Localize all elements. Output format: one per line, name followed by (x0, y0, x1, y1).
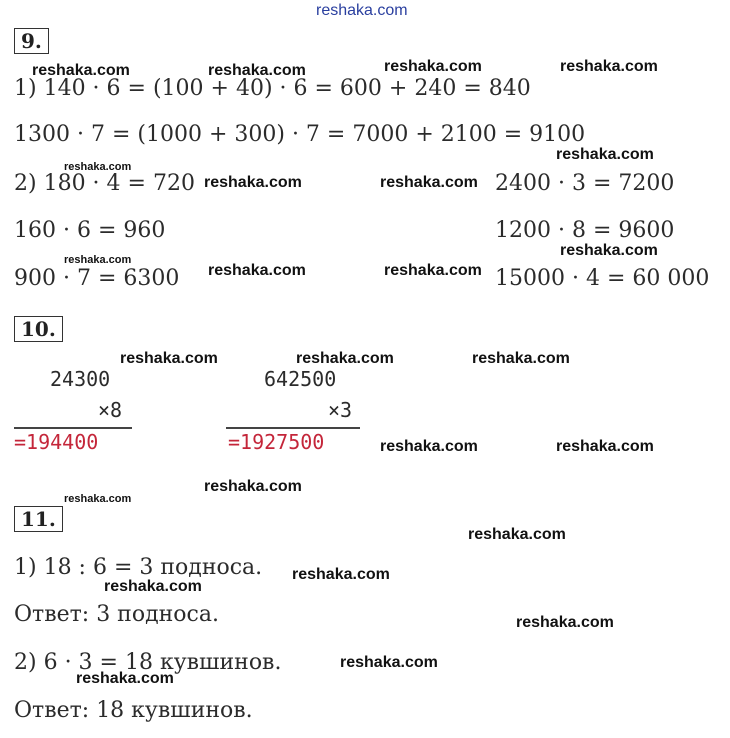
watermark: reshaka.com (560, 242, 658, 259)
task-11-answer-2: Ответ: 18 кувшинов. (14, 698, 253, 723)
watermark: reshaka.com (204, 478, 302, 495)
watermark: reshaka.com (380, 438, 478, 455)
watermark: reshaka.com (204, 174, 302, 191)
watermark: reshaka.com (120, 350, 218, 367)
watermark: reshaka.com (380, 174, 478, 191)
task-9-right-1: 2400 · 3 = 7200 (495, 171, 675, 196)
watermark: reshaka.com (208, 62, 306, 79)
watermark: reshaka.com (516, 614, 614, 631)
mult-1-multiplier: ×8 (98, 398, 123, 422)
task-9-line-2: 1300 · 7 = (1000 + 300) · 7 = 7000 + 2100 = 9100 (14, 122, 586, 147)
watermark: reshaka.com (340, 654, 438, 671)
mult-1-top: 24300 (50, 367, 111, 391)
task-9-left-2: 160 · 6 = 960 (14, 218, 166, 243)
mult-2-top: 642500 (264, 367, 337, 391)
mult-1-result: =194400 (14, 430, 99, 454)
task-10-number: 10. (14, 316, 63, 342)
watermark: reshaka.com (208, 262, 306, 279)
watermark: reshaka.com (64, 493, 132, 505)
watermark: reshaka.com (76, 670, 174, 687)
watermark: reshaka.com (104, 578, 202, 595)
task-11-line-1: 1) 18 : 6 = 3 подноса. (14, 555, 263, 580)
watermark: reshaka.com (556, 146, 654, 163)
task-11-answer-1: Ответ: 3 подноса. (14, 602, 219, 627)
task-9-number: 9. (14, 28, 49, 54)
watermark: reshaka.com (384, 262, 482, 279)
task-9-line-1: 1) 140 · 6 = (100 + 40) · 6 = 600 + 240 = 840 (14, 76, 531, 101)
watermark: reshaka.com (64, 254, 132, 266)
watermark: reshaka.com (472, 350, 570, 367)
task-11-number: 11. (14, 506, 63, 532)
watermark-top: reshaka.com (316, 2, 408, 19)
mult-1-rule (14, 427, 132, 429)
mult-2-multiplier: ×3 (328, 398, 353, 422)
watermark: reshaka.com (64, 161, 132, 173)
task-11-line-2: 2) 6 · 3 = 18 кувшинов. (14, 650, 282, 675)
watermark: reshaka.com (296, 350, 394, 367)
mult-2-result: =1927500 (228, 430, 325, 454)
watermark: reshaka.com (32, 62, 130, 79)
watermark: reshaka.com (560, 58, 658, 75)
task-9-left-3: 900 · 7 = 6300 (14, 266, 180, 291)
task-9-right-3: 15000 · 4 = 60 000 (495, 266, 710, 291)
watermark: reshaka.com (384, 58, 482, 75)
task-9-left-1: 2) 180 · 4 = 720 (14, 171, 195, 196)
watermark: reshaka.com (292, 566, 390, 583)
task-9-right-2: 1200 · 8 = 9600 (495, 218, 675, 243)
mult-2-rule (226, 427, 360, 429)
watermark: reshaka.com (468, 526, 566, 543)
watermark: reshaka.com (556, 438, 654, 455)
